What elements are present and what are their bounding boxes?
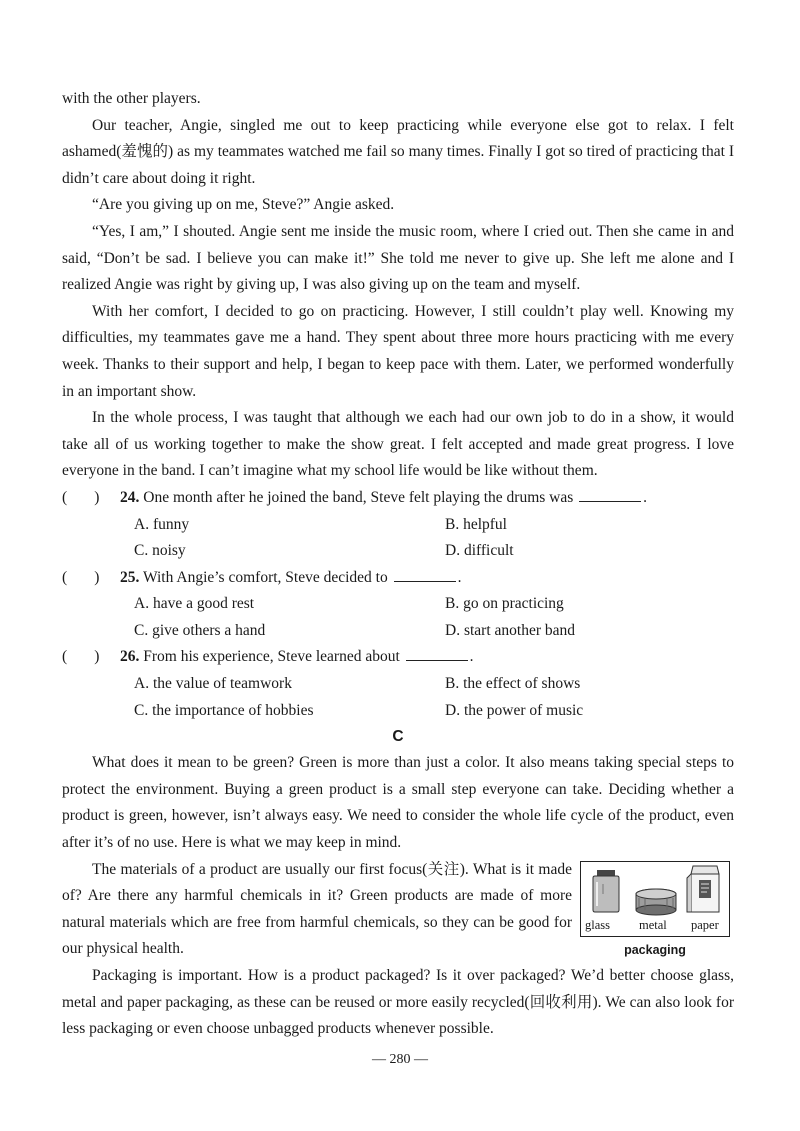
passage-b-paragraph-4: With her comfort, I decided to go on practicing. However, I still couldn’t play well. Knowing my difficulties, my teammates gave me a hand. They spent about three more hours practicing with me every week. Thanks to their support and help, I began to keep pace with them. Later, we performed wonderfully in an important show. — [62, 302, 734, 400]
answer-blank — [394, 567, 456, 582]
answer-paren[interactable]: ( ) — [62, 648, 100, 666]
passage-b-paragraph-3: “Yes, I am,” I shouted. Angie sent me inside the music room, where I cried out. Then she came in and said, “Don’t be sad. I believe you can make it!” She told me never to give up. She left me alone and I realized Angie was right by giving up, I was also giving up on the team and myself. — [62, 222, 734, 294]
option-c: C. give others a hand — [134, 621, 266, 639]
option-c: C. the importance of hobbies — [134, 701, 314, 719]
passage-c-paragraph-2: The materials of a product are usually our first focus(关注). What is it made of? Are there any harmful chemicals in it? Green products are made of more natural materials which are free from harmful chemicals, so they can be good for our physical health. — [62, 860, 572, 958]
paper-label: paper — [691, 917, 719, 932]
answer-paren[interactable]: ( ) — [62, 488, 100, 506]
option-a: A. have a good rest — [134, 595, 255, 613]
option-d: D. the power of music — [445, 701, 584, 719]
answer-paren[interactable]: ( ) — [62, 568, 100, 586]
option-d: D. difficult — [445, 542, 514, 560]
materials-block — [62, 857, 734, 963]
passage-b-paragraph-2: “Are you giving up on me, Steve?” Angie asked. — [92, 196, 395, 214]
paper-bag-icon — [687, 866, 719, 912]
question-25: ( ) 25. With Angie’s comfort, Steve decided to . A. have a good rest B. go on practicing C. give others a hand D. start another band — [62, 565, 734, 645]
question-number: 25. — [120, 568, 140, 586]
passage-c-paragraph-1: What does it mean to be green? Green is more than just a color. It also means taking special steps to protect the environment. Buying a green product is a small step everyone can take. Deciding whether a product is green, however, isn’t always easy. We need to consider the whole life cycle of the product, even after it’s of no use. Here is what we may keep in mind. — [62, 754, 734, 852]
section-heading: C — [392, 728, 404, 746]
page-content — [62, 86, 734, 1043]
question-24: ( ) 24. One month after he joined the band, Steve felt playing the drums was . A. funny B. helpful C. noisy D. difficult — [62, 485, 734, 565]
metal-label: metal — [639, 917, 667, 932]
option-c: C. noisy — [134, 542, 186, 560]
glass-jar-icon — [593, 870, 619, 912]
packaging-figure — [580, 861, 730, 963]
question-number: 24. — [120, 488, 140, 506]
question-number: 26. — [120, 648, 140, 666]
question-stem: One month after he joined the band, Steve felt playing the drums was — [143, 488, 574, 506]
option-b: B. the effect of shows — [445, 675, 581, 693]
packaging-illustration — [581, 864, 729, 916]
figure-caption: packaging — [624, 942, 686, 957]
option-b: B. go on practicing — [445, 595, 564, 613]
page-number: — 280 — — [372, 1052, 428, 1067]
glass-label: glass — [585, 917, 610, 932]
passage-c-paragraph-3: Packaging is important. How is a product packaged? Is it over packaged? We’d better choose glass, metal and paper packaging, as these can be reused or more easily recycled(回收利用). We can also look for less packaging or even choose unbagged products whenever possible. — [62, 967, 734, 1038]
packaging-image-box — [580, 861, 730, 937]
passage-b-paragraph-1: Our teacher, Angie, singled me out to keep practicing while everyone else got to relax. I felt ashamed(羞愧的) as my teammates watched me fail so many times. Finally I got so tired of practicing that I didn’t care about doing it right. — [62, 116, 734, 187]
option-a: A. funny — [134, 515, 190, 533]
answer-blank — [406, 646, 468, 661]
question-stem: From his experience, Steve learned about — [143, 648, 400, 666]
passage-b-paragraph-5: In the whole process, I was taught that although we each had our own job to do in a show, it would take all of us working together to make the show great. I felt accepted and made great progress. I love everyone in the band. I can’t imagine what my school life would be like without them. — [62, 409, 734, 480]
answer-blank — [579, 487, 641, 502]
passage-b-paragraph-0: with the other players. — [62, 90, 201, 107]
question-26: ( ) 26. From his experience, Steve learned about . A. the value of teamwork B. the effect of shows C. the importance of hobbies D. the power of music — [62, 644, 734, 724]
option-a: A. the value of teamwork — [134, 675, 292, 693]
option-d: D. start another band — [445, 621, 575, 639]
option-b: B. helpful — [445, 515, 507, 533]
metal-tin-icon — [636, 889, 676, 915]
question-stem: With Angie’s comfort, Steve decided to — [142, 568, 388, 586]
